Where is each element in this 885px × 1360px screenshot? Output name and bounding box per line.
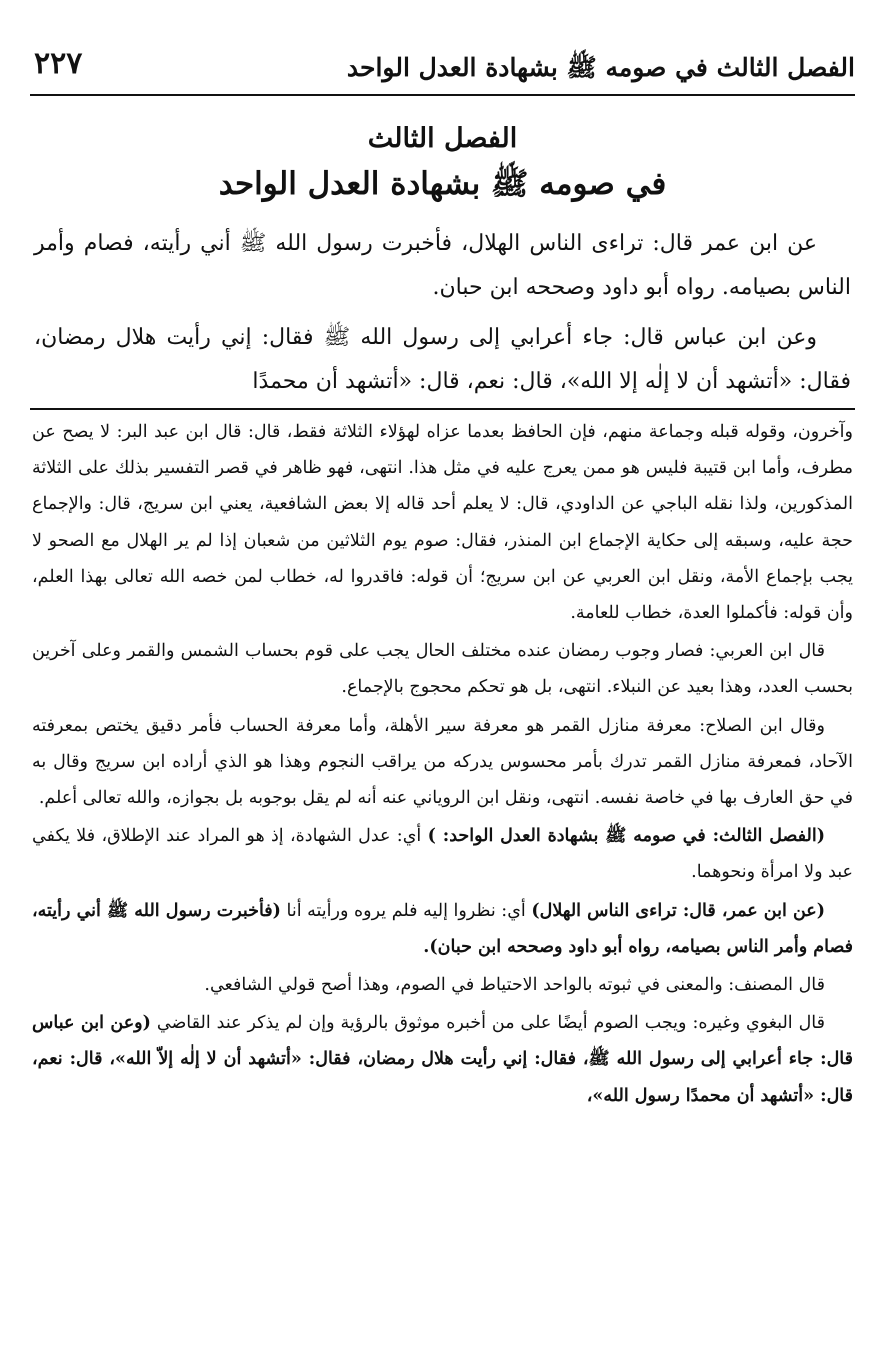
chapter-heading	[40, 118, 845, 208]
page-number: ٢٢٧	[34, 46, 83, 81]
hadith-quote: (فأخبرت رسول الله ﷺ أني رأيته، فصام وأمر الناس بصيامه، رواه أبو داود وصححه ابن حبان).	[32, 900, 853, 957]
main-text	[34, 222, 851, 410]
footnote-divider	[30, 408, 855, 410]
running-title: الفصل الثالث في صومه ﷺ بشهادة العدل الواحد	[346, 53, 855, 82]
commentary-text: أي: عدل الشهادة، إذ هو المراد عند الإطلاق، فلا يكفي عبد ولا امرأة ونحوهما.	[32, 826, 853, 883]
chapter-title: الفصل الثالث	[367, 123, 518, 154]
hadith-quote: (وعن ابن عباس قال: جاء أعرابي إلى رسول الله ﷺ، فقال: إني رأيت هلال رمضان، فقال: «أتشهد أن لا إلٰه إلاّ الله»، قال: نعم، قال: «أتشهد أن محمدًا رسول الله»،	[32, 1013, 853, 1106]
commentary	[32, 414, 853, 1116]
commentary-paragraph-1: وآخرون، وقوله قبله وجماعة منهم، فإن الحافظ بعدما عزاه لهؤلاء الثلاثة فقط، قال: قال ابن عبد البر: لا يصح عن مطرف، وأما ابن قتيبة فليس هو ممن يعرج عليه في مثل هذا. انتهى، فهو ظاهر في قصر التفسير بذلك على الثلاثة المذكورين، ولذا نقله الباجي عن الداودي، قال: لا يعلم أحد قاله إلا بعض الشافعية، يعني ابن سريج، قال: والإجماع حجة عليه، وسبقه إلى حكاية الإجماع ابن المنذر، فقال: صوم يوم الثلاثين من شعبان إذا لم ير الهلال مع الصحو لا يجب بإجماع الأمة، ونقل ابن العربي عن ابن سريج؛ أن قوله: فاقدروا له، خطاب لمن خصه الله تعالى بهذا العلم، وأن قوله: فأكملوا العدة، خطاب للعامة.	[32, 422, 853, 624]
main-paragraph-1: عن ابن عمر قال: تراءى الناس الهلال، فأخبرت رسول الله ﷺ أني رأيته، فصام وأمر الناس بصيامه. رواه أبو داود وصححه ابن حبان.	[34, 231, 851, 300]
hadith-quote: (عن ابن عمر، قال: تراءى الناس الهلال)	[531, 900, 825, 921]
commentary-paragraph-2: قال ابن العربي: فصار وجوب رمضان عنده مختلف الحال يجب على قوم بحساب الشمس والقمر وعلى آخرين بحسب العدد، وهذا بعيد عن النبلاء. انتهى، بل هو تحكم محجوج بالإجماع.	[32, 641, 853, 698]
commentary-paragraph-3: وقال ابن الصلاح: معرفة منازل القمر هو معرفة سير الأهلة، وأما معرفة الحساب فأمر دقيق يختص بمعرفته الآحاد، فمعرفة منازل القمر تدرك بأمر محسوس يدركه من يراقب النجوم وهذا هو الذي أراده ابن سريج وقال به في حق العارف بها في خاصة نفسه. انتهى، ونقل ابن الروياني عنه أنه لم يقل بوجوبه بل بجوازه، والله تعالى أعلم.	[32, 715, 853, 809]
commentary-text: قال البغوي وغيره: ويجب الصوم أيضًا على من أخبره موثوق بالرؤية وإن لم يذكر عند القاضي	[150, 1013, 826, 1034]
commentary-text: أي: نظروا إليه فلم يروه ورأيته أنا	[280, 900, 532, 921]
commentary-paragraph-7	[32, 1005, 853, 1114]
commentary-paragraph-5	[32, 893, 853, 965]
main-paragraph-2: وعن ابن عباس قال: جاء أعرابي إلى رسول الله ﷺ فقال: إني رأيت هلال رمضان، فقال: «أتشهد أن لا إلٰه إلا الله»، قال: نعم، قال: «أتشهد أن محمدًا	[34, 325, 851, 394]
chapter-subtitle: في صومه ﷺ بشهادة العدل الواحد	[218, 166, 667, 202]
page-header	[30, 44, 855, 96]
commentary-paragraph-6: قال المصنف: والمعنى في ثبوته بالواحد الاحتياط في الصوم، وهذا أصح قولي الشافعي.	[204, 975, 825, 996]
commentary-paragraph-4	[32, 818, 853, 890]
chapter-reference: (الفصل الثالث: في صومه ﷺ بشهادة العدل الواحد: )	[427, 826, 826, 847]
